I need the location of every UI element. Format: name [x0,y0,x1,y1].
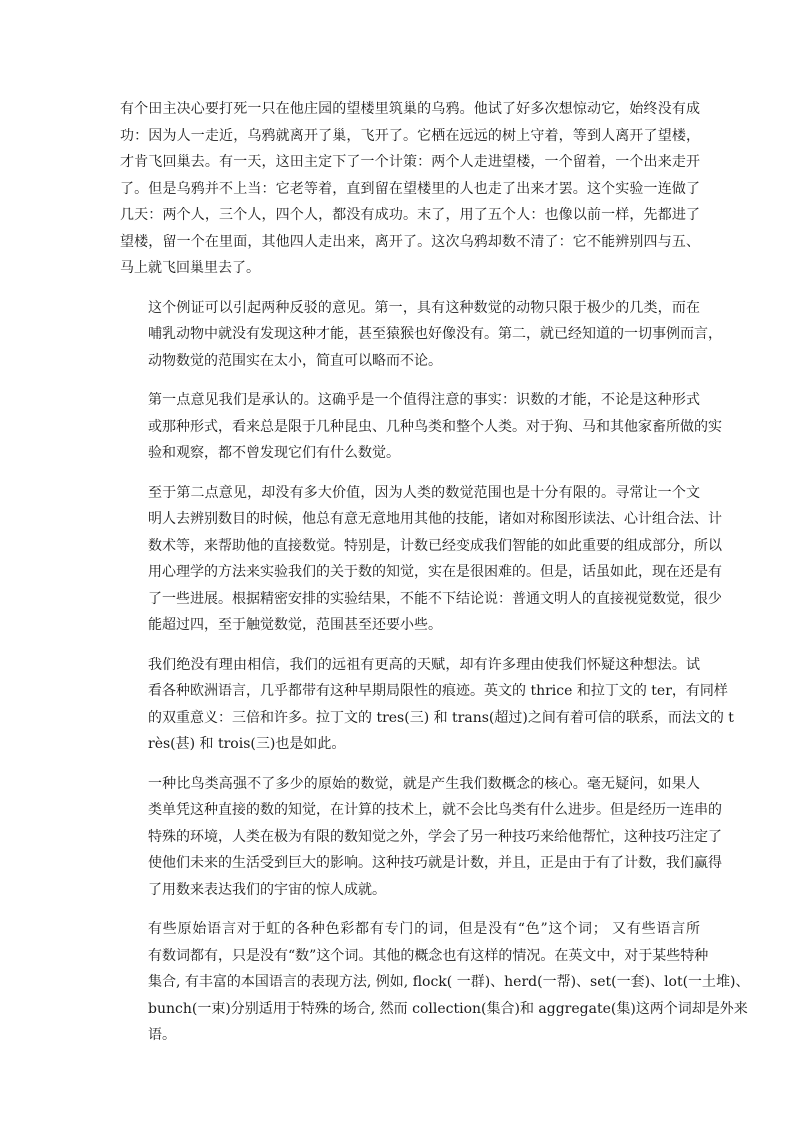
text-line: 望楼，留一个在里面，其他四人走出来，离开了。这次乌鸦却数不清了：它不能辨别四与五、 [120,233,700,250]
text-line: 有数词都有，只是没有“数”这个词。其他的概念也有这样的情况。在英文中，对于某些特种 [148,947,709,964]
text-line: 集合, 有丰富的本国语言的表现方法, 例如, flock( 一群)、herd(一帮)、set(一套)、lot(一土堆)、 [148,974,750,990]
paragraph [120,96,700,282]
text-line: 几天：两个人，三个人，四个人，都没有成功。末了，用了五个人：也像以前一样，先都进了 [120,207,700,223]
paragraph [120,480,722,639]
paragraph [120,387,722,467]
paragraph [120,771,722,904]
text-line: 能超过四，至于触觉数觉，范围甚至还要小些。 [148,617,442,633]
text-line: 或那种形式，看来总是限于几种昆虫、几种鸟类和整个人类。对于狗、马和其他家畜所做的实 [148,418,722,435]
text-line: 功：因为人一走近，乌鸦就离开了巢，飞开了。它栖在远远的树上守着，等到人离开了望楼， [120,127,700,144]
text-line: 的双重意义：三倍和许多。拉丁文的 tres(三) 和 trans(超过)之间有着可信的联系，而法文的 t [148,709,734,726]
text-line: 特殊的环境，人类在极为有限的数知觉之外，学会了另一种技巧来给他帮忙，这种技巧注定了 [148,828,722,845]
text-line: 至于第二点意见，却没有多大价值，因为人类的数觉范围也是十分有限的。寻常让一个文 [148,484,700,501]
text-line: 了一些进展。根据精密安排的实验结果，不能不下结论说：普通文明人的直接视觉数觉，很少 [148,590,722,607]
text-line: 有个田主决心要打死一只在他庄园的望楼里筑巢的乌鸦。他试了好多次想惊动它，始终没有成 [120,101,700,117]
text-line: 明人去辨别数目的时候，他总有意无意地用其他的技能，诸如对称图形读法、心计组合法、计 [148,511,722,527]
paragraph [120,295,722,375]
text-line: 数术等，来帮助他的直接数觉。特别是，计数已经变成我们智能的如此重要的组成部分，所以 [148,537,722,554]
text-line: bunch(一束)分别适用于特殊的场合, 然而 collection(集合)和 aggregate(集)这两个词却是外来 [148,1000,748,1017]
text-line: 我们绝没有理由相信，我们的远祖有更高的天赋，却有许多理由使我们怀疑这种想法。试 [148,656,700,673]
text-line: 使他们未来的生活受到巨大的影响。这种技巧就是计数，并且，正是由于有了计数，我们赢得 [148,855,722,871]
text-line: 第一点意见我们是承认的。这确乎是一个值得注意的事实：识数的才能，不论是这种形式 [148,392,700,408]
text-line: 用心理学的方法来实验我们的关于数的知觉，实在是很困难的。但是，话虽如此，现在还是有 [148,564,722,580]
text-line: 这个例证可以引起两种反驳的意见。第一，具有这种数觉的动物只限于极少的几类，而在 [148,299,700,316]
paragraph [120,916,750,1049]
text-line: 类单凭这种直接的数的知觉，在计算的技术上，就不会比鸟类有什么进步。但是经历一连串的 [148,802,722,818]
text-line: 有些原始语言对于虹的各种色彩都有专门的词，但是没有“色”这个词； 又有些语言所 [148,921,700,937]
text-line: 马上就飞回巢里去了。 [120,260,260,276]
text-line: rès(甚) 和 trois(三)也是如此。 [148,736,346,752]
text-line: 看各种欧洲语言，几乎都带有这种早期局限性的痕迹。英文的 thrice 和拉丁文的 ter，有同样 [148,683,728,699]
text-line: 验和观察，都不曾发现它们有什么数觉。 [148,445,400,461]
text-line: 才肯飞回巢去。有一天，这田主定下了一个计策：两个人走进望楼，一个留着，一个出来走开 [120,154,700,170]
text-line: 一种比鸟类高强不了多少的原始的数觉，就是产生我们数概念的核心。毫无疑问，如果人 [148,775,700,792]
text-line: 哺乳动物中就没有发现这种才能，甚至猿猴也好像没有。第二，就已经知道的一切事例而言， [148,326,722,342]
body-text [120,96,750,1062]
text-line: 了用数来表达我们的宇宙的惊人成就。 [148,881,386,898]
text-line: 语。 [148,1027,176,1043]
text-line: 了。但是乌鸦并不上当：它老等着，直到留在望楼里的人也走了出来才罢。这个实验一连做了 [120,180,700,197]
paragraph [120,652,734,758]
text-line: 动物数觉的范围实在太小，简直可以略而不论。 [148,352,442,369]
